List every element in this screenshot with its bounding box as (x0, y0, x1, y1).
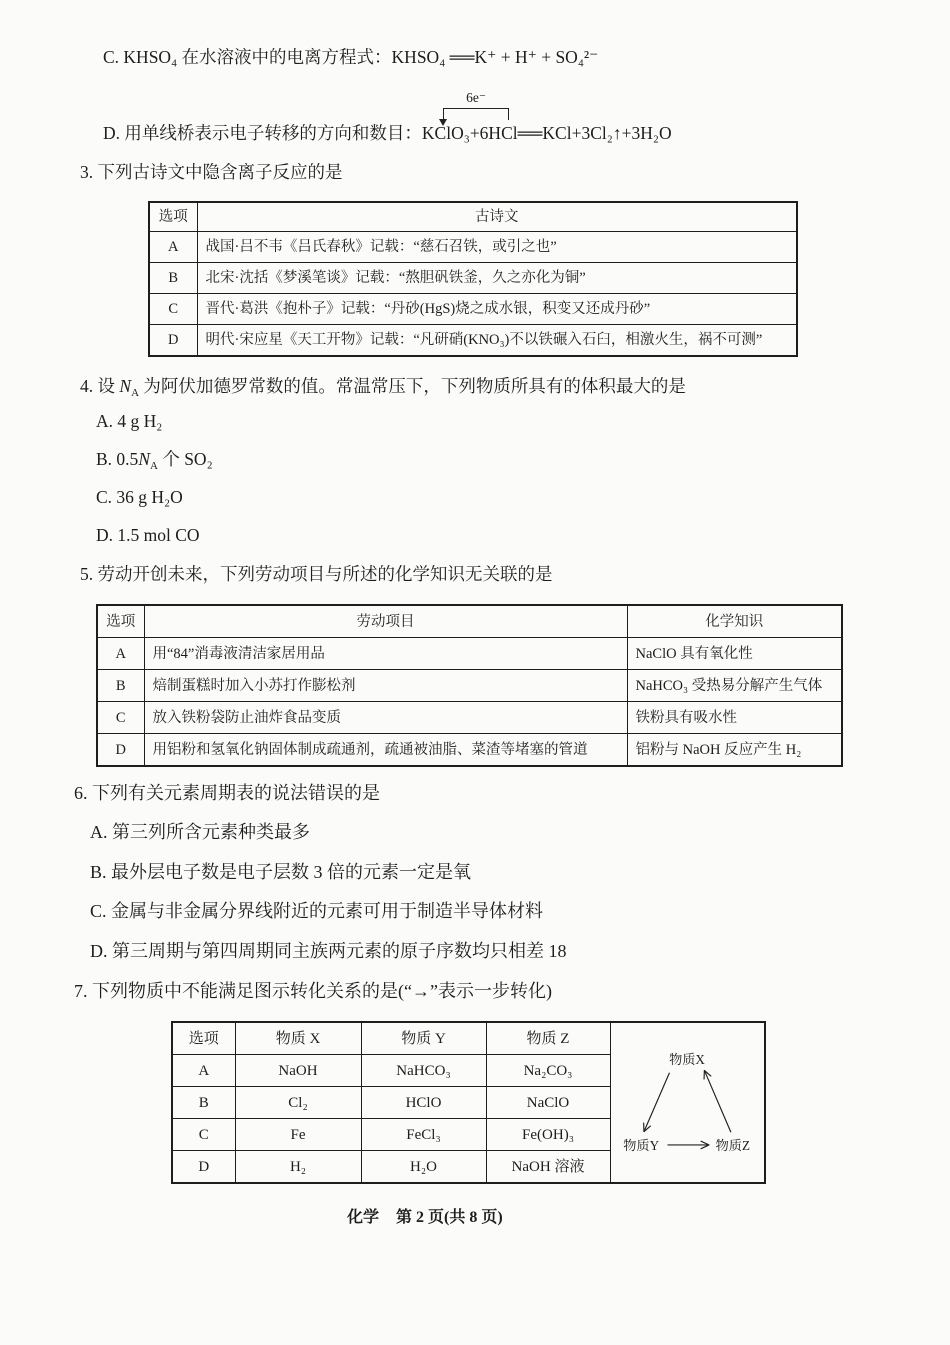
row-substance-x: Fe (235, 1119, 361, 1151)
page-footer (347, 1207, 503, 1229)
bridge-anchor-kclo3-cl: Cl (434, 123, 452, 143)
row-poem: 战国·吕不韦《吕氏春秋》记载：“慈石召铁，或引之也” (197, 232, 797, 263)
header-labor: 劳动项目 (144, 605, 627, 638)
row-option: A (172, 1055, 235, 1087)
row-option: A (149, 232, 197, 263)
header-substance-x: 物质 X (235, 1022, 361, 1055)
conversion-diagram (611, 1025, 764, 1181)
q2-option-d (103, 122, 672, 144)
arrow-x-to-y (644, 1072, 669, 1131)
footer-page-number: 第 2 页(共 8 页) (396, 1209, 503, 1226)
header-substance-y: 物质 Y (361, 1022, 486, 1055)
row-option: D (97, 734, 144, 767)
row-poem: 北宋·沈括《梦溪笔谈》记载：“熬胆矾铁釜，久之亦化为铜” (197, 263, 797, 294)
avogadro-subscript: A (150, 460, 158, 472)
header-poem: 古诗文 (197, 202, 797, 232)
row-option: C (97, 702, 144, 734)
q4-stem-text: 为阿伏加德罗常数的值。常温常压下，下列物质所具有的体积最大的是 (139, 376, 686, 396)
row-substance-y: NaHCO₃ (361, 1055, 486, 1087)
q6-option-b: B. 最外层电子数是电子层数 3 倍的元素一定是氧 (90, 862, 472, 882)
row-option: D (172, 1151, 235, 1184)
header-substance-z: 物质 Z (486, 1022, 610, 1055)
q2-option-d-prefix: D. 用单线桥表示电子转移的方向和数目： (103, 123, 422, 143)
table-row (149, 294, 797, 325)
row-option: A (97, 638, 144, 670)
q7-table (171, 1021, 766, 1184)
row-labor: 焙制蛋糕时加入小苏打作膨松剂 (144, 670, 627, 702)
q4-option-a: A. 4 g H₂ (96, 411, 163, 431)
q7-stem: 7. 下列物质中不能满足图示转化关系的是(“→”表示一步转化) (74, 981, 552, 1001)
row-substance-z: Fe(OH)₃ (486, 1119, 610, 1151)
row-option: B (172, 1087, 235, 1119)
table-row (149, 325, 797, 357)
row-option: B (97, 670, 144, 702)
row-option: C (149, 294, 197, 325)
table-row (97, 638, 842, 670)
equation-part: O₃+6H (451, 123, 502, 143)
row-labor: 放入铁粉袋防止油炸食品变质 (144, 702, 627, 734)
table-row (97, 734, 842, 767)
q5-table (96, 604, 843, 767)
q4-option-b-text: 个 SO₂ (157, 449, 213, 469)
avogadro-symbol: N (138, 449, 150, 469)
table-row (97, 670, 842, 702)
q4-option-b (96, 448, 213, 470)
electron-count-label: 6e⁻ (466, 90, 487, 105)
avogadro-subscript: A (131, 387, 140, 399)
row-poem: 晋代·葛洪《抱朴子》记载：“丹砂(HgS)烧之成水银，积变又还成丹砂” (197, 294, 797, 325)
q6-option-a: A. 第三列所含元素种类最多 (90, 822, 310, 842)
row-knowledge: NaClO 具有氧化性 (627, 638, 842, 670)
conversion-diagram-cell (610, 1022, 765, 1183)
row-labor: 用“84”消毒液清洁家居用品 (144, 638, 627, 670)
q4-option-c: C. 36 g H₂O (96, 487, 183, 507)
avogadro-symbol: N (119, 376, 132, 396)
row-knowledge: 铁粉具有吸水性 (627, 702, 842, 734)
row-option: B (149, 263, 197, 294)
bridge-anchor-hcl-cl: Cl (501, 123, 518, 143)
q4-stem-text: 4. 设 (80, 376, 120, 396)
q5-stem: 5. 劳动开创未来，下列劳动项目与所述的化学知识无关联的是 (80, 564, 553, 584)
row-option: C (172, 1119, 235, 1151)
row-substance-x: Cl₂ (235, 1087, 361, 1119)
row-substance-y: H₂O (361, 1151, 486, 1184)
header-option: 选项 (149, 202, 197, 232)
table-row (149, 263, 797, 294)
row-substance-z: Na₂CO₃ (486, 1055, 610, 1087)
table-row (97, 702, 842, 734)
row-knowledge: 铝粉与 NaOH 反应产生 H₂ (627, 734, 842, 767)
arrow-z-to-x (704, 1070, 730, 1131)
q4-option-d: D. 1.5 mol CO (96, 525, 200, 545)
header-option: 选项 (172, 1022, 235, 1055)
q6-option-c: C. 金属与非金属分界线附近的元素可用于制造半导体材料 (90, 901, 544, 921)
row-option: D (149, 325, 197, 357)
header-knowledge: 化学知识 (627, 605, 842, 638)
equation-part: ══KCl+3Cl₂↑+3H₂O (517, 123, 672, 143)
row-substance-z: NaOH 溶液 (486, 1151, 610, 1184)
row-knowledge: NaHCO₃ 受热易分解产生气体 (627, 670, 842, 702)
diagram-label-z: 物质Z (715, 1137, 750, 1153)
q4-stem (80, 375, 686, 397)
table-header-row (149, 202, 797, 232)
row-poem: 明代·宋应星《天工开物》记载：“凡研硝(KNO₃)不以铁碾入石臼，相激火生，祸不可测” (197, 325, 797, 357)
q6-option-d: D. 第三周期与第四周期同主族两元素的原子序数均只相差 18 (90, 941, 567, 961)
q6-stem: 6. 下列有关元素周期表的说法错误的是 (74, 783, 380, 803)
row-substance-y: FeCl₃ (361, 1119, 486, 1151)
row-labor: 用铝粉和氢氧化钠固体制成疏通剂，疏通被油脂、菜渣等堵塞的管道 (144, 734, 627, 767)
diagram-label-x: 物质X (668, 1051, 705, 1067)
q3-table (148, 201, 798, 357)
table-header-row (97, 605, 842, 638)
q4-option-b-text: B. 0.5 (96, 449, 139, 469)
table-header-row (172, 1022, 765, 1055)
q3-stem: 3. 下列古诗文中隐含离子反应的是 (80, 162, 343, 182)
row-substance-y: HClO (361, 1087, 486, 1119)
table-row (149, 232, 797, 263)
diagram-label-y: 物质Y (622, 1137, 659, 1153)
header-option: 选项 (97, 605, 144, 638)
row-substance-x: H₂ (235, 1151, 361, 1184)
row-substance-x: NaOH (235, 1055, 361, 1087)
footer-subject: 化学 (347, 1209, 380, 1226)
q2-option-c: C. KHSO₄ 在水溶液中的电离方程式：KHSO₄ ══K⁺ + H⁺ + SO₄²⁻ (103, 47, 599, 67)
equation-part: K (421, 123, 435, 143)
row-substance-z: NaClO (486, 1087, 610, 1119)
electron-transfer-bridge (443, 108, 510, 120)
